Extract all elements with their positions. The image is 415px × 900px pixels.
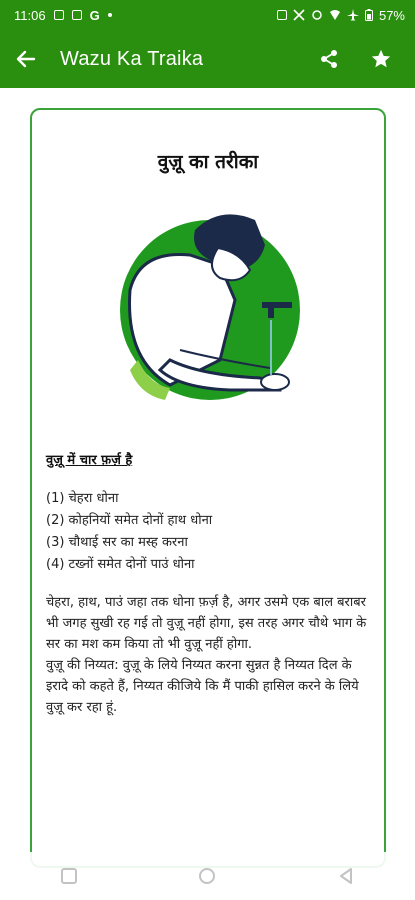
wudu-illustration <box>110 210 310 410</box>
list-item: (2) कोहनियों समेत दोनों हाथ धोना <box>46 513 213 528</box>
message-icon <box>72 10 82 20</box>
home-icon[interactable] <box>198 867 216 885</box>
fard-list <box>46 488 212 576</box>
list-item: (4) टख्नों समेत दोनों पाउं धोना <box>46 557 195 572</box>
app-title: Wazu Ka Traika <box>60 47 204 70</box>
dot-icon <box>108 13 112 17</box>
status-bar <box>0 0 415 30</box>
share-button[interactable] <box>317 47 341 71</box>
app-bar <box>0 30 415 88</box>
back-icon[interactable] <box>337 867 355 885</box>
sync-icon <box>311 9 323 21</box>
fard-heading: वुज़ू में चार फ़र्ज़ है <box>46 453 133 468</box>
battery-icon <box>365 9 373 21</box>
page-title: वुज़ू का तरीका <box>157 151 259 173</box>
back-button[interactable] <box>14 47 38 71</box>
wifi-icon <box>329 9 341 21</box>
body-text <box>46 592 376 718</box>
content-card <box>30 108 386 868</box>
list-item: (3) चौथाई सर का मस्ह करना <box>46 535 188 550</box>
wifi-off-icon <box>293 9 305 21</box>
star-icon <box>370 48 392 70</box>
arrow-back-icon <box>16 49 36 69</box>
system-nav-bar <box>0 852 415 900</box>
google-icon: G <box>89 7 100 23</box>
status-time: 11:06 <box>14 7 46 23</box>
favorite-button[interactable] <box>369 47 393 71</box>
share-icon <box>319 49 339 69</box>
battery-percent: 57% <box>378 7 405 23</box>
list-item: (1) चेहरा धोना <box>46 491 119 506</box>
airplane-icon <box>347 9 359 21</box>
paragraph-2: वुज़ू की निय्यत: वुज़ू के लिये निय्यत करना सुन्नत है निय्यत दिल के इरादे को कहते हैं, निय्यत कीजिये कि मैं पाकी हासिल करने के लिये वुज़ू कर रहा हूं. <box>46 658 359 715</box>
image-icon <box>54 10 64 20</box>
paragraph-1: चेहरा, हाथ, पाउं जहा तक धोना फ़र्ज़ है, अगर उसमे एक बाल बराबर भी जगह सुखी रह गई तो वुज़ू नहीं होगा, इस तरह अगर चौथे भाग के सर का मश कम किया तो भी वुज़ू नहीं होगा. <box>46 595 367 652</box>
recents-icon[interactable] <box>60 867 78 885</box>
vibrate-icon <box>277 10 287 20</box>
